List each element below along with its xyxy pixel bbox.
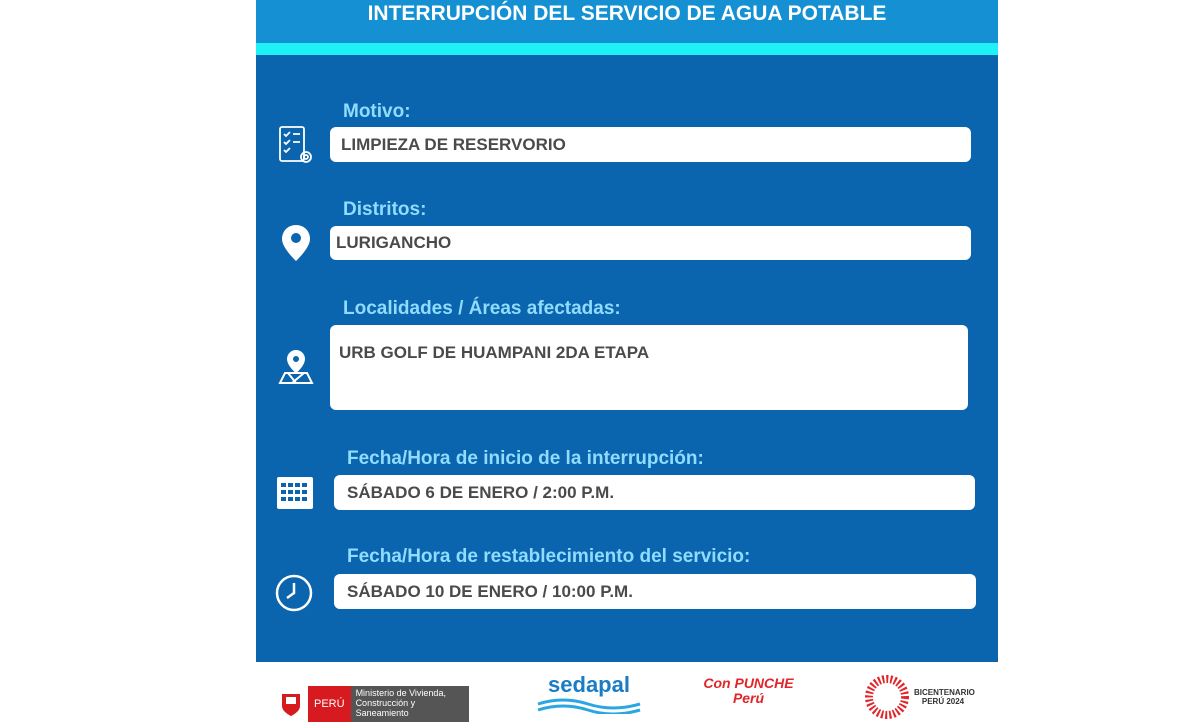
- location-pin-icon: [276, 223, 316, 263]
- localidades-value: URB GOLF DE HUAMPANI 2DA ETAPA: [330, 325, 968, 410]
- restablecimiento-value: SÁBADO 10 DE ENERO / 10:00 P.M.: [334, 574, 976, 609]
- map-pin-icon: [276, 347, 316, 387]
- restablecimiento-label: Fecha/Hora de restablecimiento del servicio:: [347, 546, 751, 567]
- bicentenario-logo: [864, 674, 975, 720]
- coat-of-arms-icon: [276, 690, 306, 718]
- ministry-logo: [276, 686, 469, 722]
- distritos-label: Distritos:: [343, 199, 427, 220]
- page-title: INTERRUPCIÓN DEL SERVICIO DE AGUA POTABLE: [256, 0, 998, 43]
- localidades-label: Localidades / Áreas afectadas:: [343, 298, 621, 319]
- motivo-value: LIMPIEZA DE RESERVORIO: [330, 127, 971, 162]
- checklist-gear-icon: [276, 125, 316, 165]
- sedapal-wordmark: sedapal: [548, 672, 630, 697]
- info-panel: [256, 55, 998, 662]
- bicentenario-emblem-icon: [864, 674, 910, 720]
- inicio-value: SÁBADO 6 DE ENERO / 2:00 P.M.: [334, 475, 975, 510]
- bicentenario-label: BICENTENARIO PERÚ 2024: [914, 688, 975, 706]
- con-punche-peru-logo: Con PUNCHE Perú: [703, 675, 794, 706]
- distritos-value: LURIGANCHO: [330, 226, 971, 260]
- divider-stripe: [256, 43, 998, 55]
- motivo-label: Motivo:: [343, 101, 411, 122]
- waves-icon: [534, 698, 644, 714]
- ministry-label: Ministerio de Vivienda, Construcción y Saneamiento: [351, 686, 469, 722]
- clock-icon: [274, 573, 314, 613]
- notice-card: [256, 0, 998, 720]
- sedapal-logo: [534, 672, 644, 716]
- calendar-icon: [275, 473, 315, 513]
- peru-label: PERÚ: [308, 686, 351, 722]
- footer-logos: [256, 662, 998, 720]
- inicio-label: Fecha/Hora de inicio de la interrupción:: [347, 448, 704, 469]
